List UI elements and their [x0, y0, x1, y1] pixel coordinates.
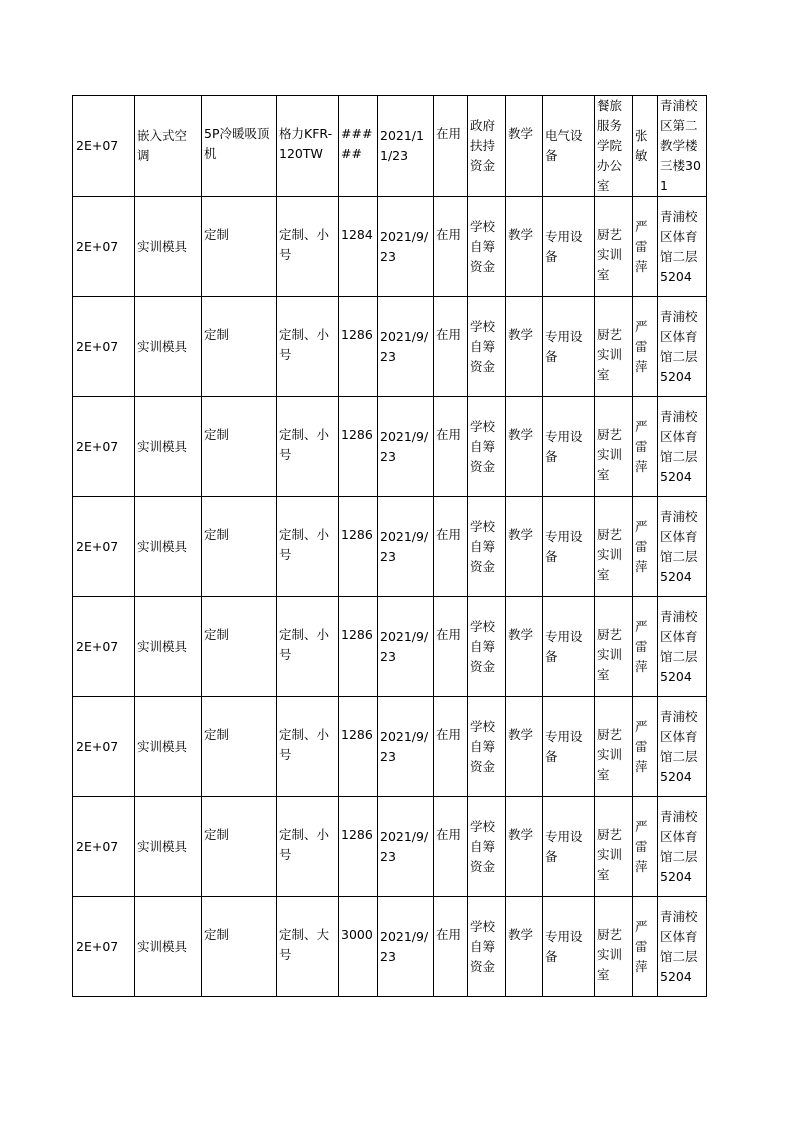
- table-row: [73, 597, 707, 697]
- amount-cell: 1284: [339, 197, 378, 297]
- amount-cell: 3000: [339, 897, 378, 997]
- custodian-cell: 严雷萍: [633, 397, 658, 497]
- custodian-cell: 张敏: [633, 96, 658, 197]
- asset-name-cell: 实训模具: [135, 597, 202, 697]
- spec-cell: 定制: [202, 697, 277, 797]
- asset-code-cell: 2E+07: [73, 797, 135, 897]
- fund-source-cell: 学校自筹资金: [468, 197, 506, 297]
- date-cell: 2021/9/23: [378, 197, 434, 297]
- location-cell: 青浦校区体育馆二层5204: [658, 197, 707, 297]
- category-cell: 专用设备: [543, 697, 595, 797]
- usage-cell: 教学: [506, 96, 543, 197]
- category-cell: 专用设备: [543, 397, 595, 497]
- department-cell: 餐旅服务学院办公室: [595, 96, 633, 197]
- fund-source-cell: 学校自筹资金: [468, 697, 506, 797]
- asset-table: [72, 95, 707, 997]
- department-cell: 厨艺实训室: [595, 397, 633, 497]
- department-cell: 厨艺实训室: [595, 497, 633, 597]
- asset-code-cell: 2E+07: [73, 497, 135, 597]
- custodian-cell: 严雷萍: [633, 297, 658, 397]
- category-cell: 专用设备: [543, 197, 595, 297]
- usage-cell: 教学: [506, 697, 543, 797]
- status-cell: 在用: [434, 597, 468, 697]
- fund-source-cell: 学校自筹资金: [468, 497, 506, 597]
- usage-cell: 教学: [506, 497, 543, 597]
- custodian-cell: 严雷萍: [633, 697, 658, 797]
- location-cell: 青浦校区体育馆二层5204: [658, 397, 707, 497]
- date-cell: 2021/9/23: [378, 397, 434, 497]
- asset-name-cell: 嵌入式空调: [135, 96, 202, 197]
- asset-code-cell: 2E+07: [73, 197, 135, 297]
- custodian-cell: 严雷萍: [633, 197, 658, 297]
- asset-name-cell: 实训模具: [135, 797, 202, 897]
- asset-code-cell: 2E+07: [73, 597, 135, 697]
- location-cell: 青浦校区第二教学楼三楼301: [658, 96, 707, 197]
- date-cell: 2021/9/23: [378, 597, 434, 697]
- table-row: [73, 897, 707, 997]
- spec-cell: 定制: [202, 897, 277, 997]
- category-cell: 专用设备: [543, 597, 595, 697]
- spec-cell: 定制: [202, 597, 277, 697]
- asset-code-cell: 2E+07: [73, 297, 135, 397]
- status-cell: 在用: [434, 497, 468, 597]
- table-row: [73, 497, 707, 597]
- department-cell: 厨艺实训室: [595, 697, 633, 797]
- location-cell: 青浦校区体育馆二层5204: [658, 897, 707, 997]
- spec-cell: 定制: [202, 797, 277, 897]
- amount-cell: 1286: [339, 297, 378, 397]
- date-cell: 2021/11/23: [378, 96, 434, 197]
- category-cell: 专用设备: [543, 797, 595, 897]
- spec-cell: 5P冷暖吸顶机: [202, 96, 277, 197]
- asset-code-cell: 2E+07: [73, 697, 135, 797]
- status-cell: 在用: [434, 197, 468, 297]
- fund-source-cell: 政府扶持资金: [468, 96, 506, 197]
- fund-source-cell: 学校自筹资金: [468, 597, 506, 697]
- date-cell: 2021/9/23: [378, 897, 434, 997]
- asset-name-cell: 实训模具: [135, 197, 202, 297]
- asset-name-cell: 实训模具: [135, 697, 202, 797]
- usage-cell: 教学: [506, 597, 543, 697]
- model-cell: 定制、大号: [277, 897, 339, 997]
- model-cell: 定制、小号: [277, 397, 339, 497]
- asset-name-cell: 实训模具: [135, 297, 202, 397]
- location-cell: 青浦校区体育馆二层5204: [658, 497, 707, 597]
- custodian-cell: 严雷萍: [633, 897, 658, 997]
- date-cell: 2021/9/23: [378, 297, 434, 397]
- asset-name-cell: 实训模具: [135, 397, 202, 497]
- asset-code-cell: 2E+07: [73, 96, 135, 197]
- model-cell: 定制、小号: [277, 297, 339, 397]
- department-cell: 厨艺实训室: [595, 597, 633, 697]
- department-cell: 厨艺实训室: [595, 297, 633, 397]
- usage-cell: 教学: [506, 297, 543, 397]
- spec-cell: 定制: [202, 497, 277, 597]
- amount-cell: #####: [339, 96, 378, 197]
- table-row: [73, 297, 707, 397]
- usage-cell: 教学: [506, 897, 543, 997]
- fund-source-cell: 学校自筹资金: [468, 397, 506, 497]
- amount-cell: 1286: [339, 397, 378, 497]
- model-cell: 定制、小号: [277, 597, 339, 697]
- location-cell: 青浦校区体育馆二层5204: [658, 297, 707, 397]
- category-cell: 专用设备: [543, 897, 595, 997]
- location-cell: 青浦校区体育馆二层5204: [658, 697, 707, 797]
- date-cell: 2021/9/23: [378, 497, 434, 597]
- category-cell: 电气设备: [543, 96, 595, 197]
- spec-cell: 定制: [202, 397, 277, 497]
- category-cell: 专用设备: [543, 497, 595, 597]
- model-cell: 定制、小号: [277, 697, 339, 797]
- usage-cell: 教学: [506, 197, 543, 297]
- status-cell: 在用: [434, 897, 468, 997]
- table-row: [73, 697, 707, 797]
- model-cell: 定制、小号: [277, 497, 339, 597]
- asset-name-cell: 实训模具: [135, 497, 202, 597]
- usage-cell: 教学: [506, 397, 543, 497]
- status-cell: 在用: [434, 697, 468, 797]
- amount-cell: 1286: [339, 697, 378, 797]
- model-cell: 定制、小号: [277, 197, 339, 297]
- custodian-cell: 严雷萍: [633, 797, 658, 897]
- table-row: [73, 96, 707, 197]
- department-cell: 厨艺实训室: [595, 797, 633, 897]
- custodian-cell: 严雷萍: [633, 597, 658, 697]
- spec-cell: 定制: [202, 297, 277, 397]
- usage-cell: 教学: [506, 797, 543, 897]
- amount-cell: 1286: [339, 797, 378, 897]
- status-cell: 在用: [434, 297, 468, 397]
- department-cell: 厨艺实训室: [595, 897, 633, 997]
- date-cell: 2021/9/23: [378, 797, 434, 897]
- table-row: [73, 397, 707, 497]
- spec-cell: 定制: [202, 197, 277, 297]
- department-cell: 厨艺实训室: [595, 197, 633, 297]
- model-cell: 格力KFR-120TW: [277, 96, 339, 197]
- fund-source-cell: 学校自筹资金: [468, 897, 506, 997]
- table-row: [73, 797, 707, 897]
- amount-cell: 1286: [339, 597, 378, 697]
- date-cell: 2021/9/23: [378, 697, 434, 797]
- custodian-cell: 严雷萍: [633, 497, 658, 597]
- asset-name-cell: 实训模具: [135, 897, 202, 997]
- fund-source-cell: 学校自筹资金: [468, 797, 506, 897]
- status-cell: 在用: [434, 96, 468, 197]
- amount-cell: 1286: [339, 497, 378, 597]
- status-cell: 在用: [434, 397, 468, 497]
- model-cell: 定制、小号: [277, 797, 339, 897]
- fund-source-cell: 学校自筹资金: [468, 297, 506, 397]
- location-cell: 青浦校区体育馆二层5204: [658, 797, 707, 897]
- status-cell: 在用: [434, 797, 468, 897]
- category-cell: 专用设备: [543, 297, 595, 397]
- asset-code-cell: 2E+07: [73, 897, 135, 997]
- location-cell: 青浦校区体育馆二层5204: [658, 597, 707, 697]
- asset-code-cell: 2E+07: [73, 397, 135, 497]
- table-row: [73, 197, 707, 297]
